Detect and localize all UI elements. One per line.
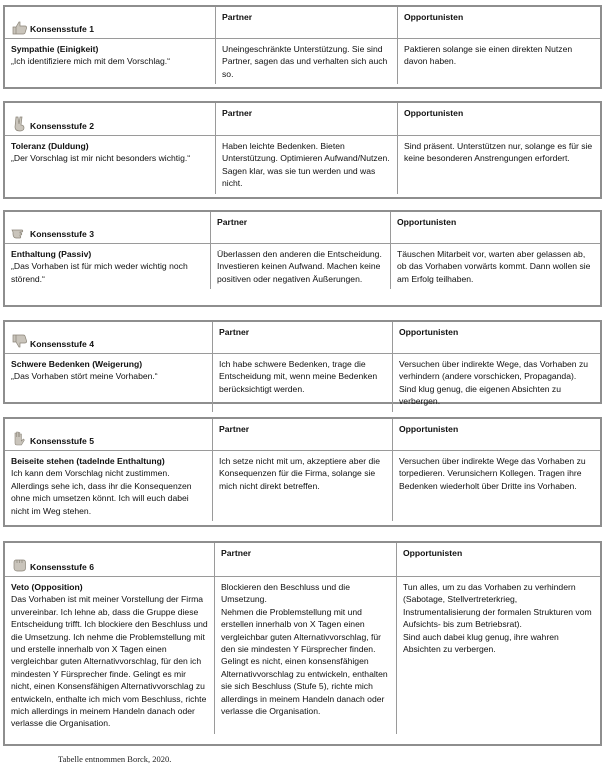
stage-quote: „Der Vorschlag ist mir nicht besonders wichtig.“ xyxy=(11,153,191,164)
stage-description xyxy=(5,451,212,521)
opportunists-text: Sind präsent. Unterstützen nur, solange es für sie keine besonderen Anstrengungen erfordert. xyxy=(397,136,600,194)
partner-header: Partner xyxy=(215,103,397,135)
partner-header: Partner xyxy=(215,7,397,38)
stage-table-3 xyxy=(3,210,602,307)
stage-quote: „Das Vorhaben ist für mich weder wichtig noch störend.“ xyxy=(11,261,188,284)
stage-label-cell xyxy=(5,322,212,353)
stage-title: Veto (Opposition) xyxy=(11,582,83,592)
stage-description xyxy=(5,136,215,194)
stage-table-6 xyxy=(3,541,602,746)
stage-label-cell xyxy=(5,419,212,450)
stage-label: Konsensstufe 2 xyxy=(30,120,94,131)
stage-table-5 xyxy=(3,417,602,527)
stage-label: Konsensstufe 4 xyxy=(30,338,94,349)
fist-icon xyxy=(11,557,29,573)
open-hand-icon xyxy=(11,431,29,447)
opportunists-text: Paktieren solange sie einen direkten Nutzen davon haben. xyxy=(397,39,600,84)
stage-label-cell xyxy=(5,7,215,38)
pointing-hand-icon xyxy=(11,224,29,240)
stage-description xyxy=(5,244,210,289)
stage-quote: Ich kann dem Vorschlag nicht zustimmen. Allerdings sehe ich, dass ihr die Konsequenzen ohne mich umsetzen könnt. Ich will euch dabei nicht im Weg stehen. xyxy=(11,468,192,516)
stage-quote: „Ich identifiziere mich mit dem Vorschlag.“ xyxy=(11,56,171,67)
opportunists-header: Opportunisten xyxy=(397,103,600,135)
partner-text: Ich setze nicht mit um, akzeptiere aber die Konsequenzen für die Firma, solange sie mich nicht direkt betreffen. xyxy=(212,451,392,521)
stage-label: Konsensstufe 6 xyxy=(30,561,94,572)
victory-hand-icon xyxy=(11,116,29,132)
stage-title: Sympathie (Einigkeit) xyxy=(11,44,99,54)
thumbs-down-icon xyxy=(11,334,29,350)
opportunists-header: Opportunisten xyxy=(390,212,600,243)
stage-label-cell xyxy=(5,212,210,243)
partner-header: Partner xyxy=(210,212,390,243)
opportunists-header: Opportunisten xyxy=(392,322,600,353)
stage-description xyxy=(5,354,212,412)
opportunists-text: Täuschen Mitarbeit vor, warten aber gelassen ab, ob das Vorhaben vorwärts kommt. Dann wollen sie am Erfolg teilhaben. xyxy=(390,244,600,289)
opportunists-text: Tun alles, um zu das Vorhaben zu verhindern (Sabotage, Stellvertreterkrieg, Instrumentalisierung der formalen Strukturen vom Aufsichts- bis zum Betriebsrat). Sind auch dabei klug genug, ihre wahren Absichten zu verbergen. xyxy=(396,577,600,734)
opportunists-text: Versuchen über indirekte Wege das Vorhaben zu torpedieren. Verunsichern Kollegen. Tragen ihre Bedenken wiederholt über Dritte ins Vorhaben. xyxy=(392,451,600,521)
stage-label-cell xyxy=(5,543,214,576)
partner-text: Haben leichte Bedenken. Bieten Unterstützung. Optimieren Aufwand/Nutzen. Sagen klar, was sie tun werden und was nicht. xyxy=(215,136,397,194)
thumbs-up-icon xyxy=(11,19,29,35)
stage-title: Toleranz (Duldung) xyxy=(11,141,89,151)
stage-label: Konsensstufe 5 xyxy=(30,435,94,446)
opportunists-header: Opportunisten xyxy=(396,543,600,576)
partner-text: Uneingeschränkte Unterstützung. Sie sind Partner, sagen das und verhalten sich auch so. xyxy=(215,39,397,84)
stage-title: Schwere Bedenken (Weigerung) xyxy=(11,359,143,369)
stage-quote: Das Vorhaben ist mit meiner Vorstellung der Firma unvereinbar. Ich lehne ab, dass die Gruppe diese Entscheidung trifft. Ich blockiere den Beschluss und die Umsetzung. Ich nehme die Problemstellung mit und erstelle innerhalb von X Tagen einen vergleichbar guten Alternativvorschlag, für den ich mindesten Y Fürsprecher finde. Gelingt es mir nicht, einen Konsensfähigen Alternativvorschlag zu entwickeln, enthalte ich mich vom Beschluss, richte mich allerdings in meinem Handeln danach oder verlasse die Organisation. xyxy=(11,594,208,729)
opportunists-header: Opportunisten xyxy=(392,419,600,450)
stage-title: Enthaltung (Passiv) xyxy=(11,249,92,259)
partner-text: Überlassen den anderen die Entscheidung. Investieren keinen Aufwand. Machen keine positiven oder negativen Äußerungen. xyxy=(210,244,390,289)
source-caption: Tabelle entnommen Borck, 2020. xyxy=(58,754,172,764)
opportunists-text: Versuchen über indirekte Wege, das Vorhaben zu verhindern (andere vorschicken, Propaganda). Sind klug genug, die eigenen Absichten zu verbergen. xyxy=(392,354,600,412)
stage-label: Konsensstufe 1 xyxy=(30,23,94,34)
stage-description xyxy=(5,39,215,84)
stage-table-2 xyxy=(3,101,602,199)
stage-table-1 xyxy=(3,5,602,89)
stage-quote: „Das Vorhaben stört meine Vorhaben.“ xyxy=(11,371,158,382)
stage-description xyxy=(5,577,214,734)
partner-text: Blockieren den Beschluss und die Umsetzung. Nehmen die Problemstellung mit und erstellen innerhalb von X Tagen einen vergleichbar guten Alternativvorschlag, für den sie mindesten Y Fürsprecher finden. Gelingt es nicht, einen konsensfähigen Alternativvorschlag zu entwickeln, enthalten sie sich Beschluss (Stufe 5), richte mich allerdings in meinem Handeln danach oder verlasse die Organisation. xyxy=(214,577,396,734)
partner-header: Partner xyxy=(214,543,396,576)
stage-title: Beiseite stehen (tadelnde Enthaltung) xyxy=(11,456,165,466)
opportunists-header: Opportunisten xyxy=(397,7,600,38)
partner-header: Partner xyxy=(212,419,392,450)
partner-header: Partner xyxy=(212,322,392,353)
stage-label-cell xyxy=(5,103,215,135)
partner-text: Ich habe schwere Bedenken, trage die Entscheidung mit, wenn meine Bedenken berücksichtigt werden. xyxy=(212,354,392,412)
stage-table-4 xyxy=(3,320,602,407)
stage-label: Konsensstufe 3 xyxy=(30,228,94,239)
